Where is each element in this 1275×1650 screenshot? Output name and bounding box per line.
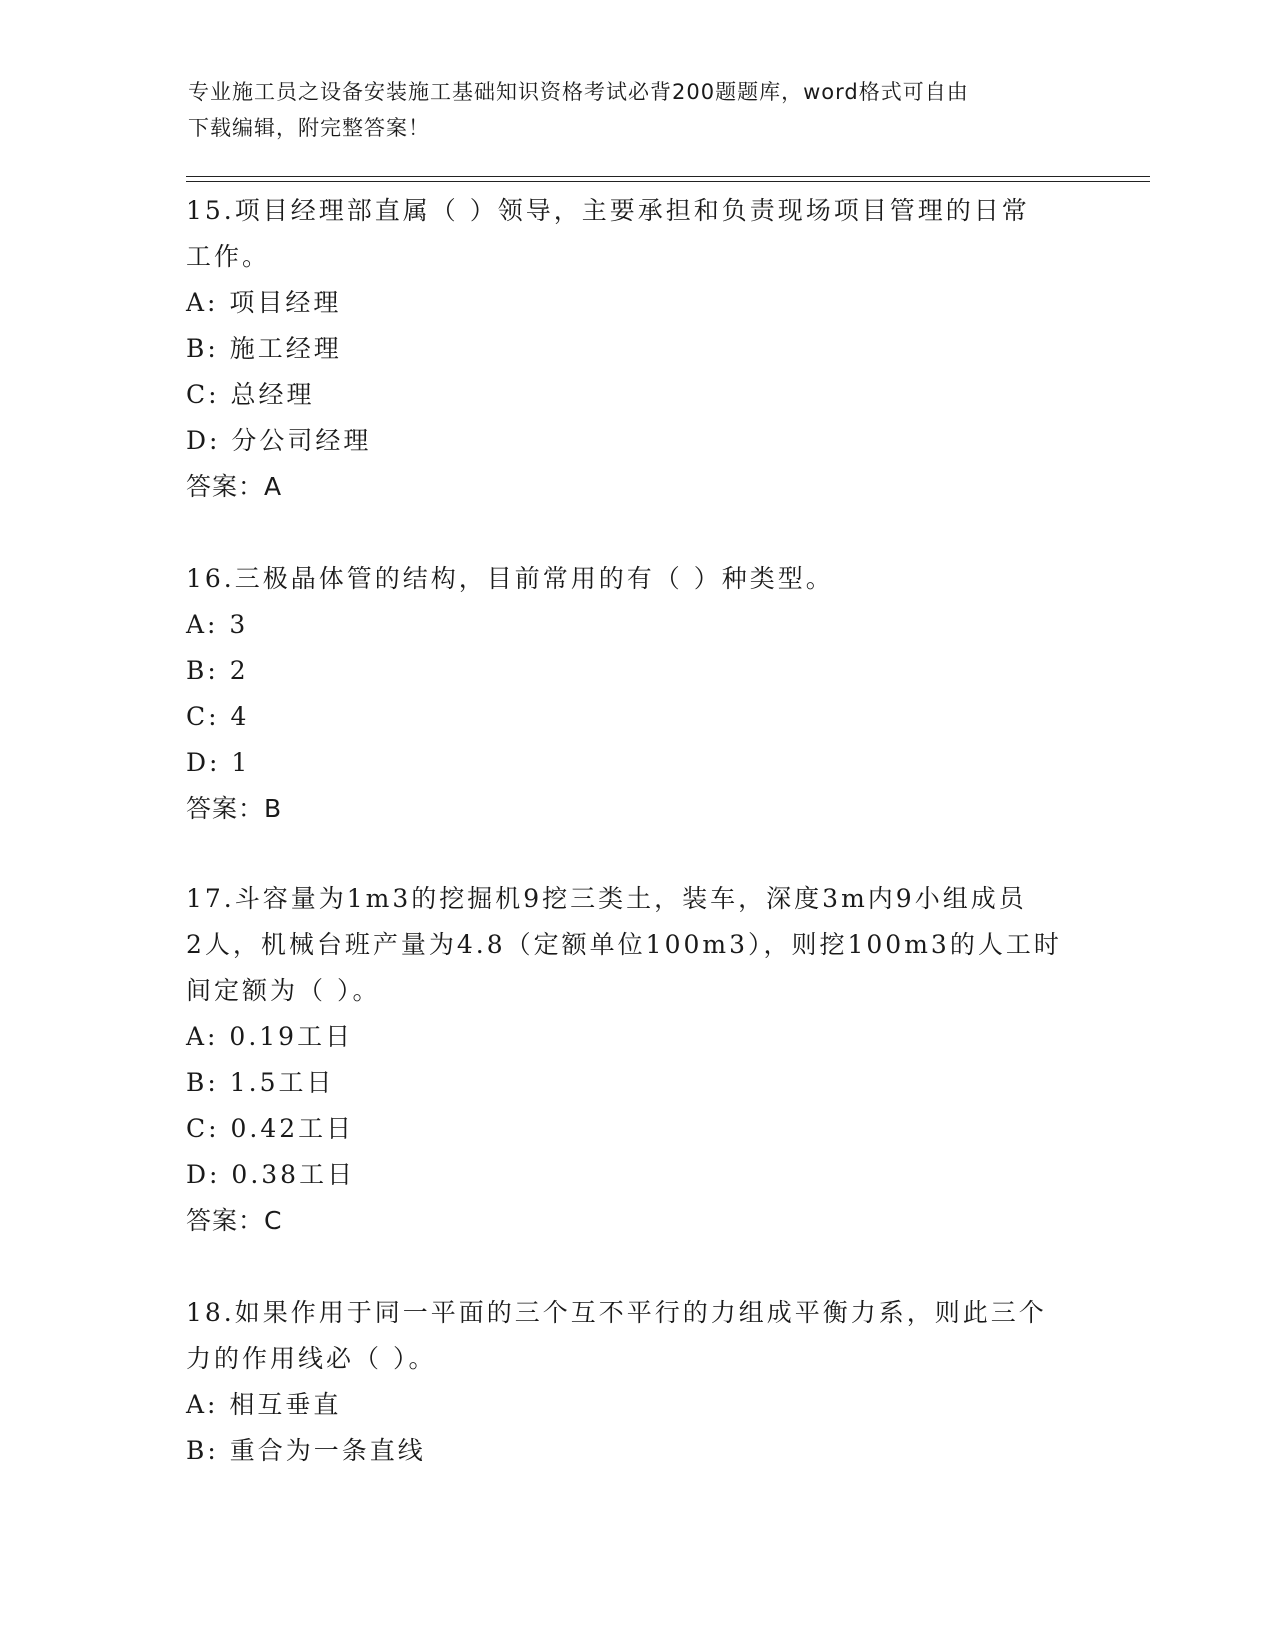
option-b: B: 施工经理	[186, 334, 342, 363]
answer: 答案：A	[186, 472, 283, 501]
answer: 答案：B	[186, 794, 283, 823]
question-text-line: 工作。	[186, 242, 271, 271]
header-rule-bottom	[186, 181, 1150, 182]
option-b: B: 重合为一条直线	[186, 1436, 426, 1465]
option-d: D: 1	[186, 748, 251, 777]
option-b: B: 1.5工日	[186, 1068, 335, 1097]
option-c: C: 4	[186, 702, 250, 731]
question-16	[186, 556, 1086, 832]
option-c: C: 总经理	[186, 380, 315, 409]
header-line-1: 专业施工员之设备安装施工基础知识资格考试必背200题题库，word格式可自由	[188, 80, 969, 104]
question-text-line: 2人，机械台班产量为4.8（定额单位100m3），则挖100m3的人工时	[186, 930, 1062, 959]
option-b: B: 2	[186, 656, 249, 685]
option-a: A: 项目经理	[186, 288, 342, 317]
question-text-line: 间定额为（ ）。	[186, 976, 381, 1005]
question-text-line: 18.如果作用于同一平面的三个互不平行的力组成平衡力系，则此三个	[186, 1298, 1047, 1327]
question-text-line: 17.斗容量为1m3的挖掘机9挖三类土，装车，深度3m内9小组成员	[186, 884, 1027, 913]
option-d: D: 分公司经理	[186, 426, 372, 455]
question-text-line: 16.三极晶体管的结构，目前常用的有（ ）种类型。	[186, 564, 834, 593]
question-text-line: 力的作用线必（ ）。	[186, 1344, 437, 1373]
option-a: A: 相互垂直	[186, 1390, 342, 1419]
question-15	[186, 188, 1086, 510]
document-header	[188, 74, 1068, 146]
option-a: A: 3	[186, 610, 249, 639]
question-text-line: 15.项目经理部直属（ ）领导，主要承担和负责现场项目管理的日常	[186, 196, 1030, 225]
option-a: A: 0.19工日	[186, 1022, 354, 1051]
question-18	[186, 1290, 1086, 1474]
option-c: C: 0.42工日	[186, 1114, 355, 1143]
question-17	[186, 876, 1086, 1244]
answer: 答案：C	[186, 1206, 283, 1235]
option-d: D: 0.38工日	[186, 1160, 356, 1189]
header-rule-top	[186, 176, 1150, 177]
header-line-2: 下载编辑，附完整答案！	[188, 116, 430, 140]
